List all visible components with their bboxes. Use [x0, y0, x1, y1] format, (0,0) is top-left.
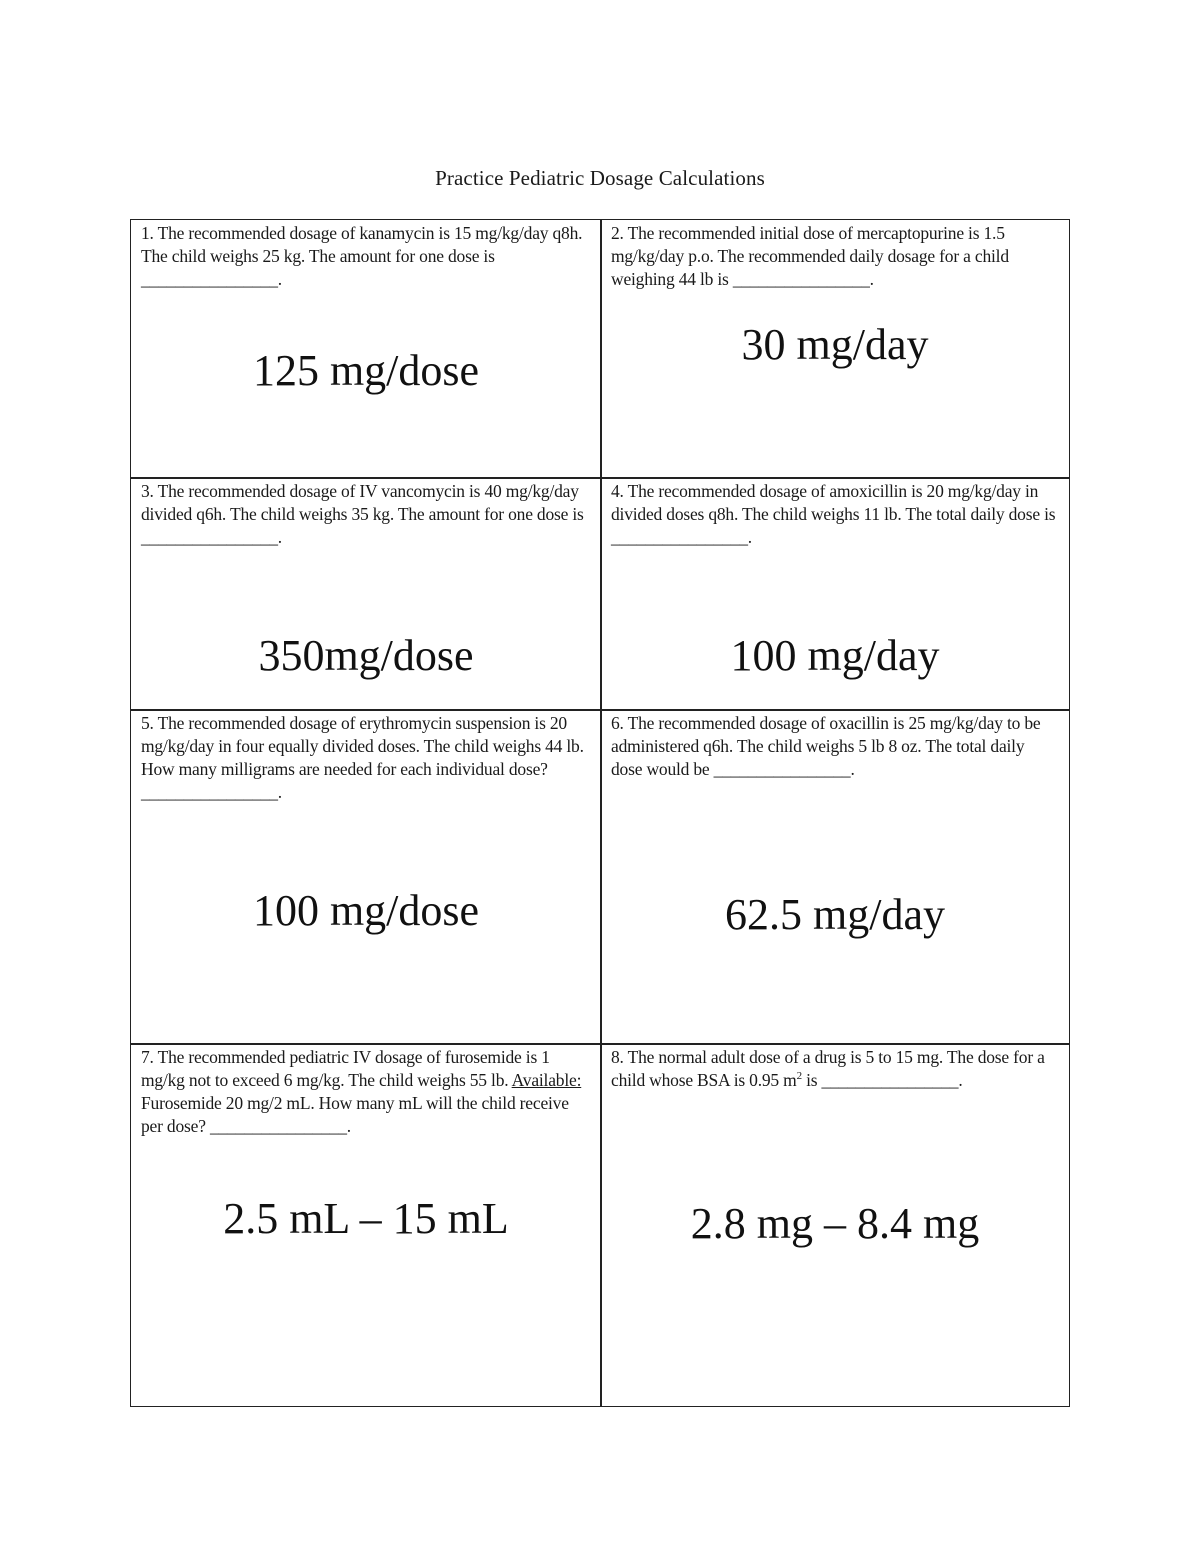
problem-cell-5	[131, 710, 601, 1044]
problem-cell-2	[601, 220, 1069, 478]
problem-answer: 100 mg/day	[730, 631, 940, 680]
available-label: Available:	[511, 1070, 582, 1090]
page-title: Practice Pediatric Dosage Calculations	[435, 166, 765, 190]
question-text: 7. The recommended pediatric IV dosage of furosemide is 1 mg/kg not to exceed 6 mg/kg. The child weighs 55 lb.	[141, 1047, 550, 1090]
problem-question: 6. The recommended dosage of oxacillin is 25 mg/kg/day to be administered q6h. The child weighs 5 lb 8 oz. The total daily dose would be ________________.	[611, 713, 1041, 779]
problem-cell-3	[131, 478, 601, 710]
question-text: 8. The normal adult dose of a drug is 5 to 15 mg. The dose for a child whose BSA is 0.95 m	[611, 1047, 1045, 1090]
problem-question: 4. The recommended dosage of amoxicillin is 20 mg/kg/day in divided doses q8h. The child weighs 11 lb. The total daily dose is ________________.	[611, 481, 1056, 547]
problem-answer: 30 mg/day	[741, 320, 929, 369]
problem-answer: 2.5 mL – 15 mL	[223, 1194, 509, 1243]
problem-question: 1. The recommended dosage of kanamycin is 15 mg/kg/day q8h. The child weighs 25 kg. The amount for one dose is ________________.	[141, 223, 583, 289]
problem-question: 5. The recommended dosage of erythromycin suspension is 20 mg/kg/day in four equally divided doses. The child weighs 44 lb. How many milligrams are needed for each individual dose? ________________.	[141, 713, 584, 802]
problem-question	[141, 1046, 589, 1138]
problem-question	[611, 1046, 1057, 1092]
problem-answer: 62.5 mg/day	[725, 890, 945, 939]
problem-answer: 125 mg/dose	[252, 346, 480, 395]
problem-grid	[130, 219, 1070, 1407]
problem-question: 3. The recommended dosage of IV vancomycin is 40 mg/kg/day divided q6h. The child weighs 35 kg. The amount for one dose is ________________.	[141, 481, 584, 547]
question-text: Furosemide 20 mg/2 mL. How many mL will the child receive per dose? ________________.	[141, 1093, 569, 1136]
problem-cell-4	[601, 478, 1069, 710]
problem-answer: 2.8 mg – 8.4 mg	[690, 1199, 980, 1248]
question-text: is ________________.	[806, 1070, 963, 1090]
problem-cell-7	[131, 1044, 601, 1406]
problem-cell-8	[601, 1044, 1069, 1406]
problem-cell-1	[131, 220, 601, 478]
problem-cell-6	[601, 710, 1069, 1044]
problem-answer: 350mg/dose	[258, 631, 474, 680]
problem-question: 2. The recommended initial dose of mercaptopurine is 1.5 mg/kg/day p.o. The recommended daily dosage for a child weighing 44 lb is ________________.	[611, 223, 1009, 289]
superscript: 2	[796, 1070, 802, 1083]
problem-answer: 100 mg/dose	[252, 886, 480, 935]
